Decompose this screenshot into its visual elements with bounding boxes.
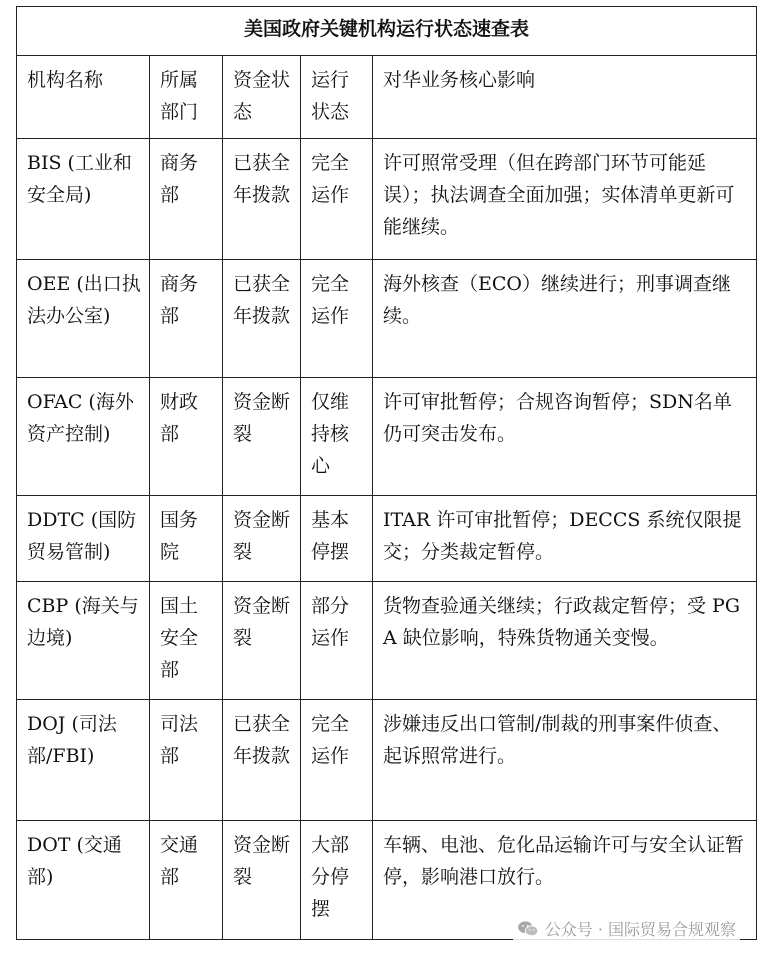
cell-department: 国务院 — [150, 496, 223, 582]
table-row — [17, 496, 757, 582]
cell-department: 商务部 — [150, 139, 223, 260]
watermark-text: 公众号 · 国际贸易合规观察 — [544, 920, 736, 939]
cell-operation: 完全运作 — [301, 260, 373, 378]
agency-status-table — [16, 6, 757, 940]
cell-agency: BIS (工业和安全局) — [17, 139, 150, 260]
cell-funding: 资金断裂 — [223, 378, 301, 496]
cell-operation: 完全运作 — [301, 139, 373, 260]
cell-agency: OEE (出口执法办公室) — [17, 260, 150, 378]
wechat-icon — [517, 920, 539, 938]
table-title: 美国政府关键机构运行状态速查表 — [17, 7, 757, 56]
cell-department: 商务部 — [150, 260, 223, 378]
cell-impact: 车辆、电池、危化品运输许可与安全认证暂停，影响港口放行。 — [373, 821, 757, 940]
cell-impact: 涉嫌违反出口管制/制裁的刑事案件侦查、起诉照常进行。 — [373, 700, 757, 821]
cell-agency: OFAC (海外资产控制) — [17, 378, 150, 496]
watermark — [513, 915, 740, 942]
cell-funding: 已获全年拨款 — [223, 260, 301, 378]
cell-impact: 许可照常受理（但在跨部门环节可能延误）；执法调查全面加强；实体清单更新可能继续。 — [373, 139, 757, 260]
cell-impact: ITAR 许可审批暂停；DECCS 系统仅限提交；分类裁定暂停。 — [373, 496, 757, 582]
table-row — [17, 260, 757, 378]
cell-impact: 许可审批暂停；合规咨询暂停；SDN名单仍可突击发布。 — [373, 378, 757, 496]
cell-department: 财政部 — [150, 378, 223, 496]
title-row — [17, 7, 757, 56]
cell-operation: 仅维持核心 — [301, 378, 373, 496]
cell-funding: 已获全年拨款 — [223, 139, 301, 260]
cell-operation: 基本停摆 — [301, 496, 373, 582]
header-operation-status: 运行状态 — [301, 56, 373, 139]
header-department: 所属部门 — [150, 56, 223, 139]
cell-funding: 资金断裂 — [223, 582, 301, 700]
cell-operation: 大部分停摆 — [301, 821, 373, 940]
header-funding-status: 资金状态 — [223, 56, 301, 139]
table-row — [17, 139, 757, 260]
cell-department: 交通部 — [150, 821, 223, 940]
cell-department: 司法部 — [150, 700, 223, 821]
cell-funding: 已获全年拨款 — [223, 700, 301, 821]
cell-operation: 完全运作 — [301, 700, 373, 821]
header-agency-name: 机构名称 — [17, 56, 150, 139]
header-china-impact: 对华业务核心影响 — [373, 56, 757, 139]
cell-funding: 资金断裂 — [223, 496, 301, 582]
cell-agency: DOJ (司法部/FBI) — [17, 700, 150, 821]
table-row — [17, 378, 757, 496]
table-row — [17, 700, 757, 821]
cell-agency: DOT (交通部) — [17, 821, 150, 940]
cell-impact: 海外核查（ECO）继续进行；刑事调查继续。 — [373, 260, 757, 378]
cell-agency: DDTC (国防贸易管制) — [17, 496, 150, 582]
cell-impact: 货物查验通关继续；行政裁定暂停；受 PGA 缺位影响，特殊货物通关变慢。 — [373, 582, 757, 700]
cell-department: 国土安全部 — [150, 582, 223, 700]
cell-operation: 部分运作 — [301, 582, 373, 700]
table-row — [17, 582, 757, 700]
header-row — [17, 56, 757, 139]
cell-funding: 资金断裂 — [223, 821, 301, 940]
cell-agency: CBP (海关与边境) — [17, 582, 150, 700]
